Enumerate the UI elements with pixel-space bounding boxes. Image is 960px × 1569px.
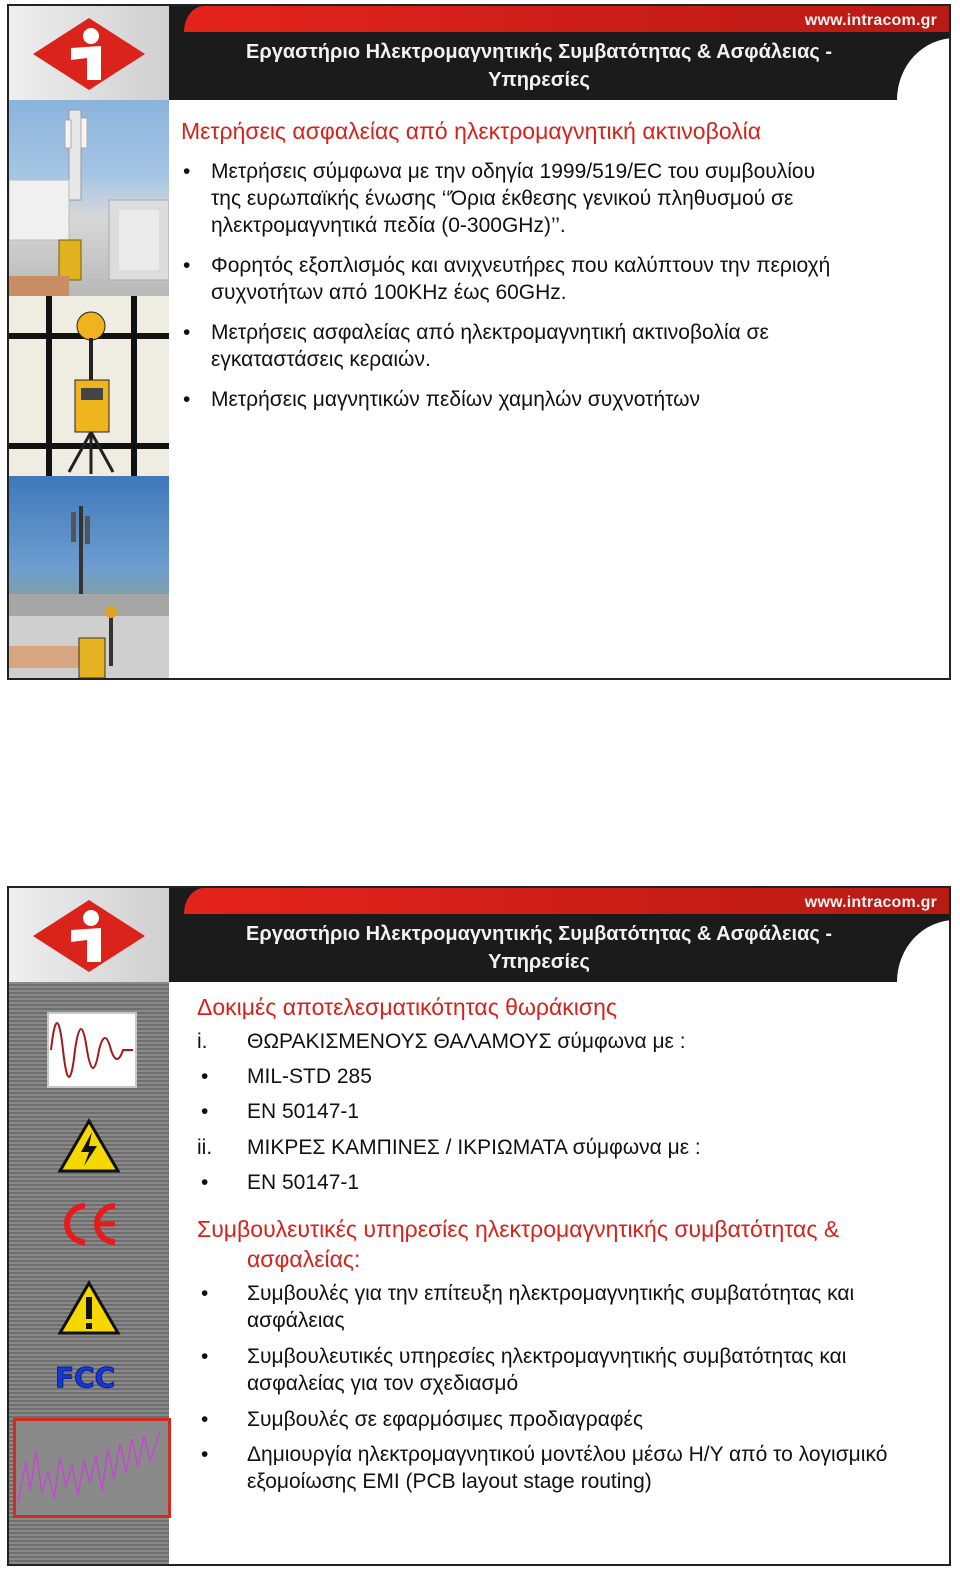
list-marker: i. <box>197 1030 208 1053</box>
ce-mark-icon <box>57 1200 121 1252</box>
list-item <box>181 386 921 413</box>
list-marker: • <box>201 1443 209 1466</box>
bullet: • <box>183 388 191 411</box>
bullet-text-line: ηλεκτρομαγνητικά πεδία (0-300GHz)’’. <box>211 214 566 237</box>
bullet-text-line: εγκαταστάσεις κεραιών. <box>211 348 431 371</box>
photo-antenna-mast-measurement <box>9 476 169 678</box>
list-item <box>181 252 921 306</box>
list-item-line: Συμβουλές σε εφαρμόσιμες προδιαγραφές <box>247 1408 643 1431</box>
high-voltage-icon <box>57 1118 121 1178</box>
bullet: • <box>183 254 191 277</box>
slide-1 <box>7 4 951 680</box>
website-url[interactable]: www.intracom.gr <box>804 894 937 911</box>
list-item-text: MIL-STD 285 <box>247 1065 372 1088</box>
antenna-mast-image <box>9 476 169 678</box>
bullet-text-line: Μετρήσεις μαγνητικών πεδίων χαμηλών συχνοτήτων <box>211 388 701 411</box>
list-item-line: ασφάλειας <box>247 1309 345 1332</box>
header-title-line-1: Εργαστήριο Ηλεκτρομαγνητικής Συμβατότητας & Ασφάλειας - <box>246 923 832 945</box>
header-title <box>194 38 884 94</box>
bullet: • <box>183 160 191 183</box>
list-marker: • <box>201 1282 209 1305</box>
bullet-text-line: Φορητός εξοπλισμός και ανιχνευτήρες που καλύπτουν την περιοχή <box>211 254 831 277</box>
list-item-line: Συμβουλευτικές υπηρεσίες ηλεκτρομαγνητικής συμβατότητας και <box>247 1345 847 1368</box>
slide-2 <box>7 886 951 1566</box>
bullet-text-line: της ευρωπαϊκής ένωσης ‘‘Όρια έκθεσης γενικού πληθυσμού σε <box>211 187 794 210</box>
list-item-text: EN 50147-1 <box>247 1171 360 1194</box>
bullet-text-line: Μετρήσεις ασφαλείας από ηλεκτρομαγνητική ακτινοβολία σε <box>211 321 769 344</box>
list-marker: • <box>201 1100 209 1123</box>
intracom-logo-icon <box>31 16 147 92</box>
damped-wave-icon <box>47 1012 137 1088</box>
list-item-line: εξομοίωσης EMI (PCB layout stage routing) <box>247 1470 652 1493</box>
list-item-line: ασφαλείας για τον σχεδιασμό <box>247 1372 519 1395</box>
list-marker: • <box>201 1408 209 1431</box>
warning-icon <box>57 1280 121 1340</box>
slide-1-bullet-list <box>181 158 921 426</box>
slide-2-heading-shielding: Δοκιμές αποτελεσματικότητας θωράκισης <box>197 994 617 1020</box>
intracom-logo <box>9 888 169 982</box>
list-item-text: ΜΙΚΡΕΣ ΚΑΜΠΙΝΕΣ / ΙΚΡΙΩΜΑΤΑ σύμφωνα με : <box>247 1136 701 1159</box>
list-item <box>181 158 921 239</box>
photo-field-meter-tripod <box>9 296 169 476</box>
slide-2-heading-consulting <box>197 1214 839 1274</box>
field-meter-tripod-image <box>9 296 169 476</box>
list-marker: • <box>201 1065 209 1088</box>
photo-rooftop-antenna <box>9 100 169 296</box>
icon-column <box>9 982 169 1566</box>
list-item-text: ΘΩΡΑΚΙΣΜΕΝΟΥΣ ΘΑΛΑΜΟΥΣ σύμφωνα με : <box>247 1030 686 1053</box>
list-item-line: Συμβουλές για την επίτευξη ηλεκτρομαγνητικής συμβατότητας και <box>247 1282 855 1305</box>
list-marker: ii. <box>197 1136 213 1159</box>
bullet-text-line: συχνοτήτων από 100KHz έως 60GHz. <box>211 281 567 304</box>
intracom-logo <box>9 6 169 100</box>
list-item-text: EN 50147-1 <box>247 1100 360 1123</box>
list-marker: • <box>201 1345 209 1368</box>
rooftop-antenna-image <box>9 100 169 296</box>
list-item-line: Δημιουργία ηλεκτρομαγνητικού μοντέλου μέσω Η/Υ από το λογισμικό <box>247 1443 888 1466</box>
list-item-text <box>247 1441 951 1495</box>
list-item-text <box>247 1343 947 1397</box>
heading-line: Συμβουλευτικές υπηρεσίες ηλεκτρομαγνητικής συμβατότητας & <box>197 1216 840 1242</box>
list-item <box>181 319 921 373</box>
bullet-text-line: Μετρήσεις σύμφωνα με την οδηγία 1999/519/EC του συμβουλίου <box>211 160 816 183</box>
list-item-text <box>247 1406 947 1433</box>
list-item-text <box>247 1280 947 1334</box>
fcc-logo-icon <box>53 1360 133 1392</box>
slide-1-title: Μετρήσεις ασφαλείας από ηλεκτρομαγνητική ακτινοβολία <box>181 118 762 144</box>
header-title-line-2: Υπηρεσίες <box>488 951 590 973</box>
list-marker: • <box>201 1171 209 1194</box>
website-url[interactable]: www.intracom.gr <box>804 12 937 29</box>
photo-column <box>9 100 169 680</box>
heading-line: ασφαλείας: <box>247 1246 361 1272</box>
spectrum-plot-icon <box>13 1418 171 1518</box>
header-title-line-1: Εργαστήριο Ηλεκτρομαγνητικής Συμβατότητας & Ασφάλειας - <box>246 41 832 63</box>
header-title <box>194 920 884 976</box>
fcc-label: FCC <box>55 1361 116 1392</box>
intracom-logo-icon <box>31 898 147 974</box>
bullet: • <box>183 321 191 344</box>
header-title-line-2: Υπηρεσίες <box>488 69 590 91</box>
